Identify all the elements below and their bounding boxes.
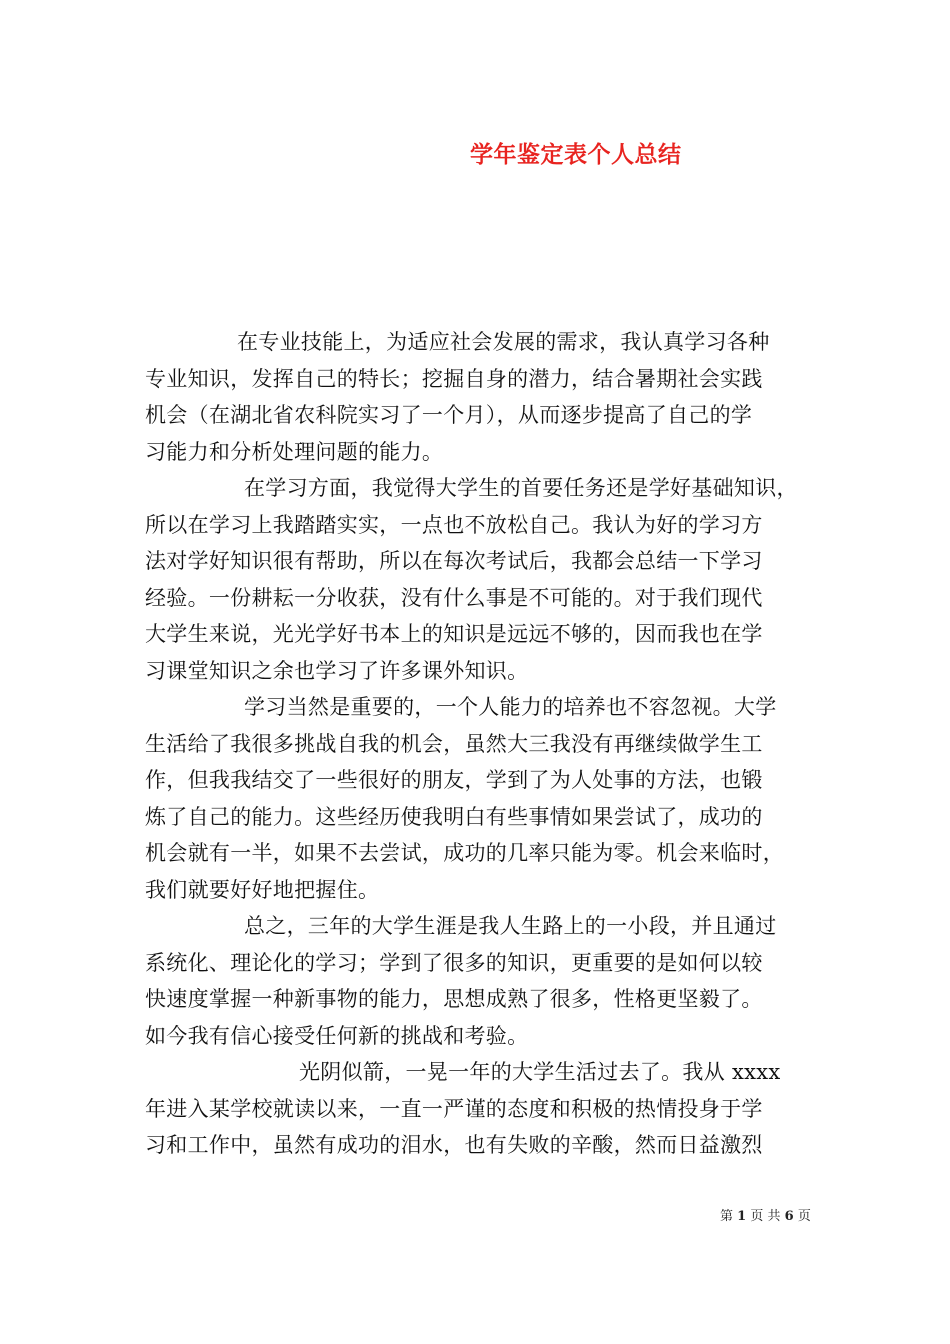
paragraph-line: 机会（在湖北省农科院实习了一个月），从而逐步提高了自己的学 <box>145 403 753 427</box>
paragraph-line: 作，但我我结交了一些很好的朋友，学到了为人处事的方法，也锻 <box>145 768 763 792</box>
document-title: 学年鉴定表个人总结 <box>470 141 682 168</box>
paragraph-line: 法对学好知识很有帮助，所以在每次考试后，我都会总结一下学习 <box>145 549 763 573</box>
paragraph-line: 快速度掌握一种新事物的能力，思想成熟了很多，性格更坚毅了。 <box>145 987 763 1011</box>
paragraph-line: 习和工作中，虽然有成功的泪水，也有失败的辛酸，然而日益激烈 <box>145 1133 763 1157</box>
paragraph-line: 学习当然是重要的，一个人能力的培养也不容忽视。大学 <box>244 695 777 719</box>
paragraph-line: 生活给了我很多挑战自我的机会，虽然大三我没有再继续做学生工 <box>145 731 763 756</box>
paragraph-line: 如今我有信心接受任何新的挑战和考验。 <box>145 1023 529 1048</box>
paragraph-line: 机会就有一半，如果不去尝试，成功的几率只能为零。机会来临时， <box>145 841 784 865</box>
document-body <box>145 324 815 1164</box>
paragraph-line: 习课堂知识之余也学习了许多课外知识。 <box>145 658 529 683</box>
paragraph-line: 所以在学习上我踏踏实实，一点也不放松自己。我认为好的学习方 <box>145 512 763 537</box>
page-footer <box>720 1205 811 1224</box>
paragraph-line: 专业知识，发挥自己的特长；挖掘自身的潜力，结合暑期社会实践 <box>145 366 763 391</box>
paragraph-line: 总之，三年的大学生涯是我人生路上的一小段，并且通过 <box>244 914 777 938</box>
paragraph-line: 我们就要好好地把握住。 <box>145 877 380 902</box>
footer-total-pages: 6 <box>784 1209 794 1224</box>
paragraph-line: 习能力和分析处理问题的能力。 <box>145 439 444 464</box>
footer-prefix: 第 <box>720 1209 734 1224</box>
footer-middle: 页 共 <box>750 1209 781 1224</box>
paragraph-line: 年进入某学校就读以来，一直一严谨的态度和积极的热情投身于学 <box>145 1096 763 1121</box>
paragraph-line: 光阴似箭，一晃一年的大学生活过去了。我从 xxxx <box>299 1060 781 1084</box>
paragraph-line: 经验。一份耕耘一分收获，没有什么事是不可能的。对于我们现代 <box>145 585 763 610</box>
paragraph-line: 在专业技能上，为适应社会发展的需求，我认真学习各种 <box>237 330 770 354</box>
paragraph-line: 大学生来说，光光学好书本上的知识是远远不够的，因而我也在学 <box>145 622 763 646</box>
footer-suffix: 页 <box>797 1209 811 1224</box>
paragraph-line: 在学习方面，我觉得大学生的首要任务还是学好基础知识， <box>244 476 798 500</box>
paragraph-line: 炼了自己的能力。这些经历使我明白有些事情如果尝试了，成功的 <box>145 804 763 829</box>
footer-current-page: 1 <box>737 1209 747 1224</box>
paragraph-line: 系统化、理论化的学习；学到了很多的知识，更重要的是如何以较 <box>145 950 763 975</box>
